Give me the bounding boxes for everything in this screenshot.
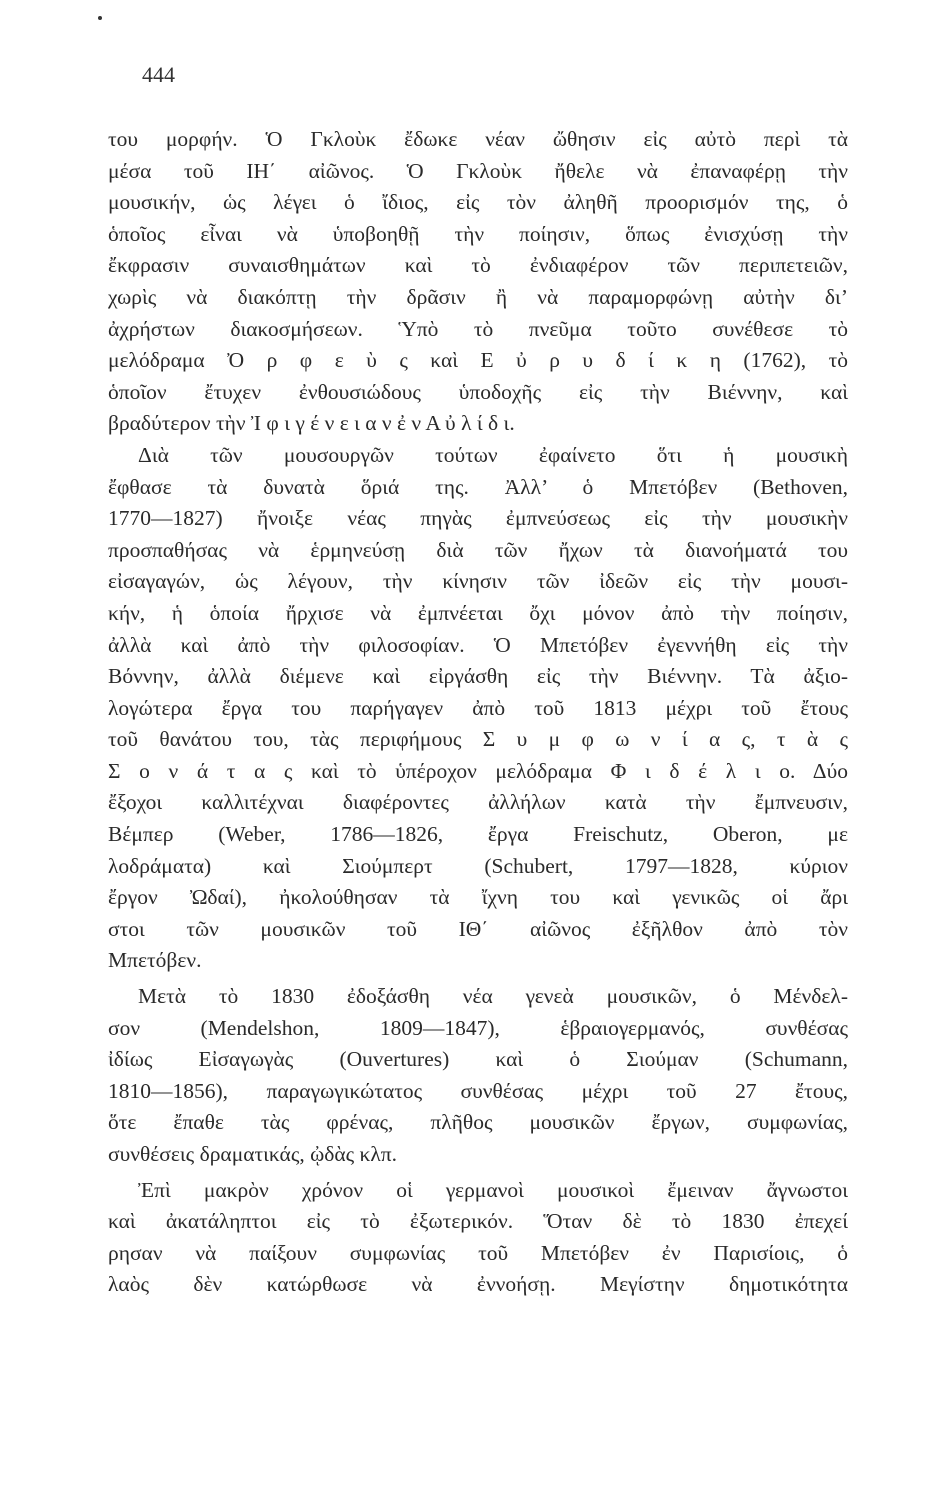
text-line: καὶ ἀκατάληπτοι εἰς τὸ ἐξωτερικόν. Ὅταν δὲ τὸ 1830 ἐπεχεί bbox=[108, 1209, 848, 1234]
text-line: Βέμπερ (Weber, 1786—1826, ἔργα Freischutz, Oberon, με bbox=[108, 822, 848, 847]
text-line: ἔκφρασιν συναισθημάτων καὶ τὸ ἐνδιαφέρον τῶν περιπετειῶν, bbox=[108, 253, 848, 278]
text-line: Διὰ τῶν μουσουργῶν τούτων ἐφαίνετο ὅτι ἡ μουσικὴ bbox=[138, 442, 848, 467]
text-line: κήν, ἡ ὁποία ἤρχισε νὰ ἐμπνέεται ὄχι μόνον ἀπὸ τὴν ποίησιν, bbox=[108, 600, 848, 625]
body-text bbox=[108, 124, 848, 1301]
text-line: λογώτερα ἔργα του παρήγαγεν ἀπὸ τοῦ 1813 μέχρι τοῦ ἔτους bbox=[108, 695, 848, 720]
text-line: ὁποῖος εἶναι νὰ ὑποβοηθῇ τὴν ποίησιν, ὅπως ἐνισχύσῃ τὴν bbox=[108, 221, 848, 246]
text-line: προσπαθήσας νὰ ἑρμηνεύσῃ διὰ τῶν ἤχων τὰ διανοήματά του bbox=[108, 537, 848, 562]
text-line: στοι τῶν μουσικῶν τοῦ ΙΘ΄ αἰῶνος ἐξῆλθον ἀπὸ τὸν bbox=[108, 916, 848, 941]
text-line: βραδύτερον τὴν Ἰ φ ι γ έ ν ε ι α ν ἐ ν Α ὐ λ ί δ ι. bbox=[108, 411, 515, 436]
paragraph bbox=[108, 981, 848, 1171]
text-line: ἀλλὰ καὶ ἀπὸ τὴν φιλοσοφίαν. Ὁ Μπετόβεν ἐγεννήθη εἰς τὴν bbox=[108, 632, 848, 657]
text-line: λαὸς δὲν κατώρθωσε νὰ ἐννοήσῃ. Μεγίστην δημοτικότητα bbox=[108, 1272, 848, 1297]
paragraph bbox=[108, 1175, 848, 1301]
text-line: ἔφθασε τὰ δυνατὰ ὅριά της. Ἀλλ’ ὁ Μπετόβεν (Bethoven, bbox=[108, 474, 848, 499]
text-line: συνθέσεις δραματικάς, ᾠδὰς κλπ. bbox=[108, 1142, 398, 1166]
text-line: 1810—1856), παραγωγικώτατος συνθέσας μέχρι τοῦ 27 ἔτους, bbox=[108, 1078, 848, 1103]
text-line: του μορφήν. Ὁ Γκλοὺκ ἔδωκε νέαν ὤθησιν εἰς αὐτὸ περὶ τὰ bbox=[108, 127, 848, 151]
text-line: ὁποῖον ἔτυχεν ἐνθουσιώδους ὑποδοχῆς εἰς τὴν Βιέννην, καὶ bbox=[108, 379, 848, 404]
text-line: ἔξοχοι καλλιτέχναι διαφέροντες ἀλλήλων κατὰ τὴν ἔμπνευσιν, bbox=[108, 790, 848, 815]
text-line: τοῦ θανάτου του, τὰς περιφήμους Σ υ μ φ ω ν ί α ς, τ ὰ ς bbox=[108, 727, 848, 752]
text-line: εἰσαγαγών, ὡς λέγουν, τὴν κίνησιν τῶν ἰδεῶν εἰς τὴν μουσι- bbox=[108, 569, 848, 594]
text-line: Μετὰ τὸ 1830 ἐδοξάσθη νέα γενεὰ μουσικῶν, ὁ Μένδελ- bbox=[138, 984, 848, 1009]
text-line: σον (Mendelshon, 1809—1847), ἑβραιογερμανός, συνθέσας bbox=[108, 1015, 848, 1040]
text-line: μέσα τοῦ ΙΗ΄ αἰῶνος. Ὁ Γκλοὺκ ἤθελε νὰ ἐπαναφέρῃ τὴν bbox=[108, 158, 848, 183]
text-line: 1770—1827) ἤνοιξε νέας πηγὰς ἐμπνεύσεως εἰς τὴν μουσικὴν bbox=[108, 506, 848, 531]
paragraph bbox=[108, 124, 848, 440]
text-line: ρησαν νὰ παίξουν συμφωνίας τοῦ Μπετόβεν ἐν Παρισίοις, ὁ bbox=[108, 1240, 848, 1265]
text-line: Ἐπὶ μακρὸν χρόνον οἱ γερμανοὶ μουσικοὶ ἔμειναν ἄγνωστοι bbox=[138, 1177, 848, 1202]
text-line: ἰδίως Εἰσαγωγὰς (Ouvertures) καὶ ὁ Σιούμαν (Schumann, bbox=[108, 1047, 848, 1072]
text-line: Μπετόβεν. bbox=[108, 948, 202, 973]
printed-dot-mark bbox=[98, 16, 102, 20]
text-line: ὅτε ἔπαθε τὰς φρένας, πλῆθος μουσικῶν ἔργων, συμφωνίας, bbox=[108, 1110, 848, 1135]
text-line: μελόδραμα Ὀ ρ φ ε ὺ ς καὶ Ε ὐ ρ υ δ ί κ η (1762), τὸ bbox=[108, 348, 848, 373]
text-line: ἀχρήστων διακοσμήσεων. Ὑπὸ τὸ πνεῦμα τοῦτο συνέθεσε τὸ bbox=[108, 316, 848, 341]
paragraph bbox=[108, 440, 848, 977]
text-line: λοδράματα) καὶ Σιούμπερτ (Schubert, 1797—1828, κύριον bbox=[108, 853, 848, 878]
text-line: μουσικήν, ὡς λέγει ὁ ἴδιος, εἰς τὸν ἀληθῆ προορισμόν της, ὁ bbox=[108, 190, 848, 215]
text-line: Σ ο ν ά τ α ς καὶ τὸ ὑπέροχον μελόδραμα Φ ι δ έ λ ι ο. Δύο bbox=[108, 758, 848, 783]
page-number: 444 bbox=[142, 62, 175, 87]
text-line: χωρὶς νὰ διακόπτῃ τὴν δρᾶσιν ἢ νὰ παραμορφώνῃ αὐτὴν δι’ bbox=[108, 284, 848, 309]
text-line: Βόννην, ἀλλὰ διέμενε καὶ εἰργάσθη εἰς τὴν Βιέννην. Τὰ ἀξιο- bbox=[108, 664, 848, 689]
text-line: ἔργον Ὠδαί), ἠκολούθησαν τὰ ἴχνη του καὶ γενικῶς οἱ ἄρι bbox=[108, 885, 848, 910]
